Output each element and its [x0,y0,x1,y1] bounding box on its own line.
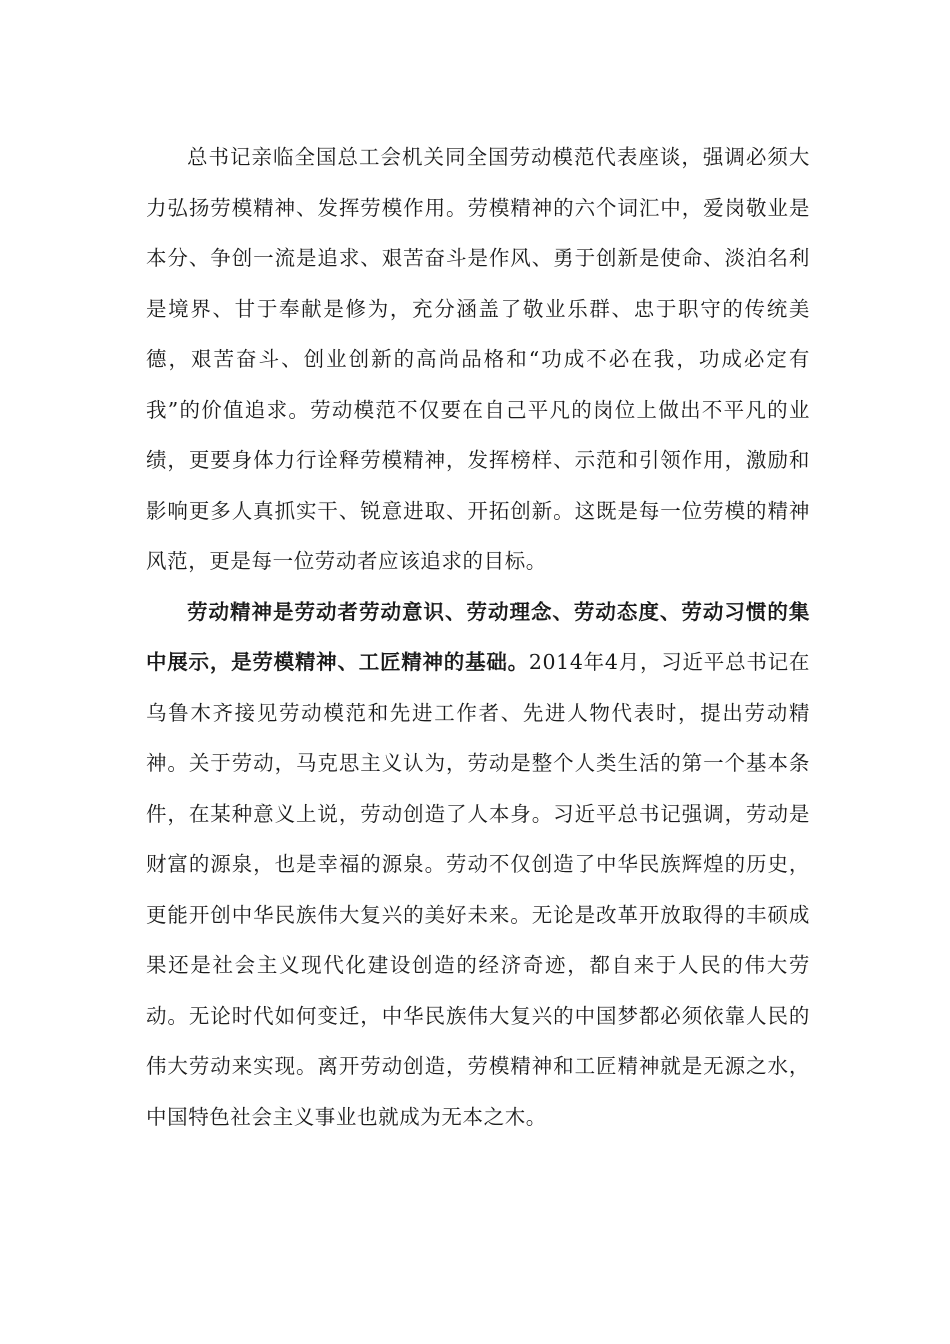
document-body [146,132,810,1142]
paragraph-2 [146,587,810,1143]
paragraph-1 [146,132,810,587]
paragraph-2-text: 2014年4月，习近平总书记在乌鲁木齐接见劳动模范和先进工作者、先进人物代表时，提出劳动精神。关于劳动，马克思主义认为，劳动是整个人类生活的第一个基本条件，在某种意义上说，劳动创造了人本身。习近平总书记强调，劳动是财富的源泉，也是幸福的源泉。劳动不仅创造了中华民族辉煌的历史，更能开创中华民族伟大复兴的美好未来。无论是改革开放取得的丰硕成果还是社会主义现代化建设创造的经济奇迹，都自来于人民的伟大劳动。无论时代如何变迁，中华民族伟大复兴的中国梦都必须依靠人民的伟大劳动来实现。离开劳动创造，劳模精神和工匠精神就是无源之水，中国特色社会主义事业也就成为无本之木。 [146,650,810,1129]
paragraph-1-text: 总书记亲临全国总工会机关同全国劳动模范代表座谈，强调必须大力弘扬劳模精神、发挥劳模作用。劳模精神的六个词汇中，爱岗敬业是本分、争创一流是追求、艰苦奋斗是作风、勇于创新是使命、淡泊名利是境界、甘于奉献是修为，充分涵盖了敬业乐群、忠于职守的传统美德，艰苦奋斗、创业创新的高尚品格和“功成不必在我，功成必定有我”的价值追求。劳动模范不仅要在自己平凡的岗位上做出不平凡的业绩，更要身体力行诠释劳模精神，发挥榜样、示范和引领作用，激励和影响更多人真抓实干、锐意进取、开拓创新。这既是每一位劳模的精神风范，更是每一位劳动者应该追求的目标。 [146,145,810,573]
paragraph-2-bold-lead: 劳动精神是劳动者劳动意识、劳动理念、劳动态度、劳动习惯的集中展示，是劳模精神、工匠精神的基础。 [146,599,810,674]
